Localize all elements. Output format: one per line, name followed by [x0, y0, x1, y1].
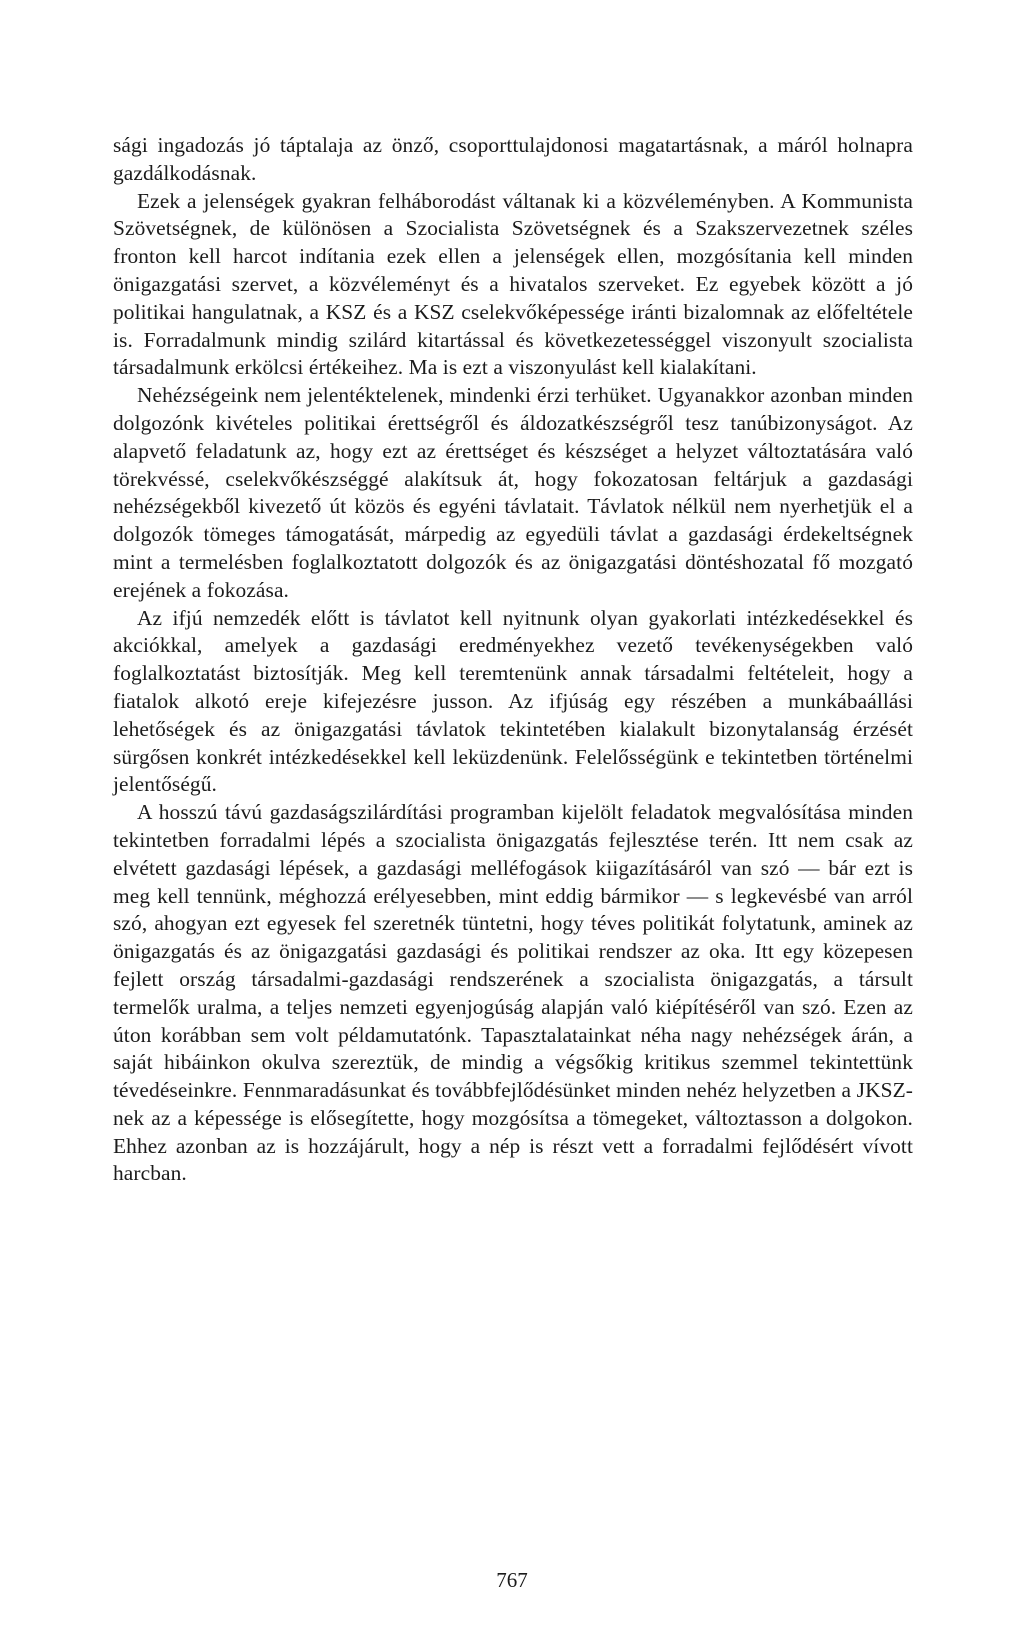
paragraph: Az ifjú nemzedék előtt is távlatot kell nyitnunk olyan gyakorlati intézkedésekkel és akciókkal, amelyek a gazdasági eredményekhez vezető tevékenységekben való foglalkoztatást biztosítják. Meg kell teremtenünk annak társadalmi feltételeit, hogy a fiatalok alkotó ereje kifejezésre jusson. Az ifjúság egy részében a munkábaállási lehetőségek és az önigazgatási távlatok tekintetében kialakult bizonytalanság érzését sürgősen konkrét intézkedésekkel kell leküzdenünk. Felelősségünk e tekintetben történelmi jelentőségű. [113, 605, 913, 797]
paragraph: Ezek a jelenségek gyakran felháborodást váltanak ki a közvéleményben. A Kommunista Szövetségnek, de különösen a Szocialista Szövetségnek és a Szakszervezetnek széles fronton kell harcot indítania ezek ellen a jelenségek ellen, mozgósítania kell minden önigazgatási szervet, a közvéleményt és a hivatalos szerveket. Ez egyebek között a jó politikai hangulatnak, a KSZ és a KSZ cselekvőképessége iránti bizalomnak az előfeltétele is. Forradalmunk mindig szilárd kitartással és következetességgel viszonyult szocialista társadalmunk erkölcsi értékeihez. Ma is ezt a viszonyulást kell kialakítani. [113, 188, 913, 380]
paragraph: A hosszú távú gazdaságszilárdítási programban kijelölt feladatok megvalósítása minden tekintetben forradalmi lépés a szocialista önigazgatás fejlesztése terén. Itt nem csak az elvétett gazdasági lépések, a gazdasági melléfogások kiigazításáról van szó — bár ezt is meg kell tennünk, méghozzá erélyesebben, mint eddig bármikor — s legkevésbé van arról szó, ahogyan ezt egyesek fel szeretnék tüntetni, hogy téves politikát folytatunk, aminek az önigazgatás és az önigazgatási gazdasági és politikai rendszer az oka. Itt egy közepesen fejlett ország társadalmi-gazdasági rendszerének a szocialista önigazgatás, a társult termelők uralma, a teljes nemzeti egyenjogúság alapján való kiépítéséről van szó. Ezen az úton korábban sem volt példamutatónk. Tapasztalatainkat néha nagy nehézségek árán, a saját hibáinkon okulva szereztük, de mindig a végsőkig kritikus szemmel tekintettünk tévedéseinkre. Fennmaradásunkat és továbbfejlődésünket minden nehéz helyzetben a JKSZ-nek az a képessége is elősegítette, hogy mozgósítsa a tömegeket, változtasson a dolgokon. Ehhez azonban az is hozzájárult, hogy a nép is részt vett a forradalmi fejlődésért vívott harcban. [113, 800, 913, 1186]
page-number: 767 [496, 1568, 528, 1592]
paragraph: Nehézségeink nem jelentéktelenek, mindenki érzi terhüket. Ugyanakkor azonban minden dolgozónk kivételes politikai érettségről és áldozatkészségről tesz tanúbizonyságot. Az alapvető feladatunk az, hogy ezt az érettséget és készséget a helyzet változtatására való törekvéssé, cselekvőkészséggé alakítsuk át, hogy fokozatosan feltárjuk a gazdasági nehézségekből kivezető út közös és egyéni távlatait. Távlatok nélkül nem nyerhetjük el a dolgozók tömeges támogatását, márpedig az egyedüli távlat a gazdasági érdekeltségnek mint a termelésben foglalkoztatott dolgozók és az önigazgatási döntéshozatal fő mozgató erejének a fokozása. [113, 383, 913, 602]
document-body [113, 132, 913, 1512]
paragraph: sági ingadozás jó táptalaja az önző, csoporttulajdonosi magatartásnak, a máról holnapra gazdálkodásnak. [113, 133, 913, 185]
